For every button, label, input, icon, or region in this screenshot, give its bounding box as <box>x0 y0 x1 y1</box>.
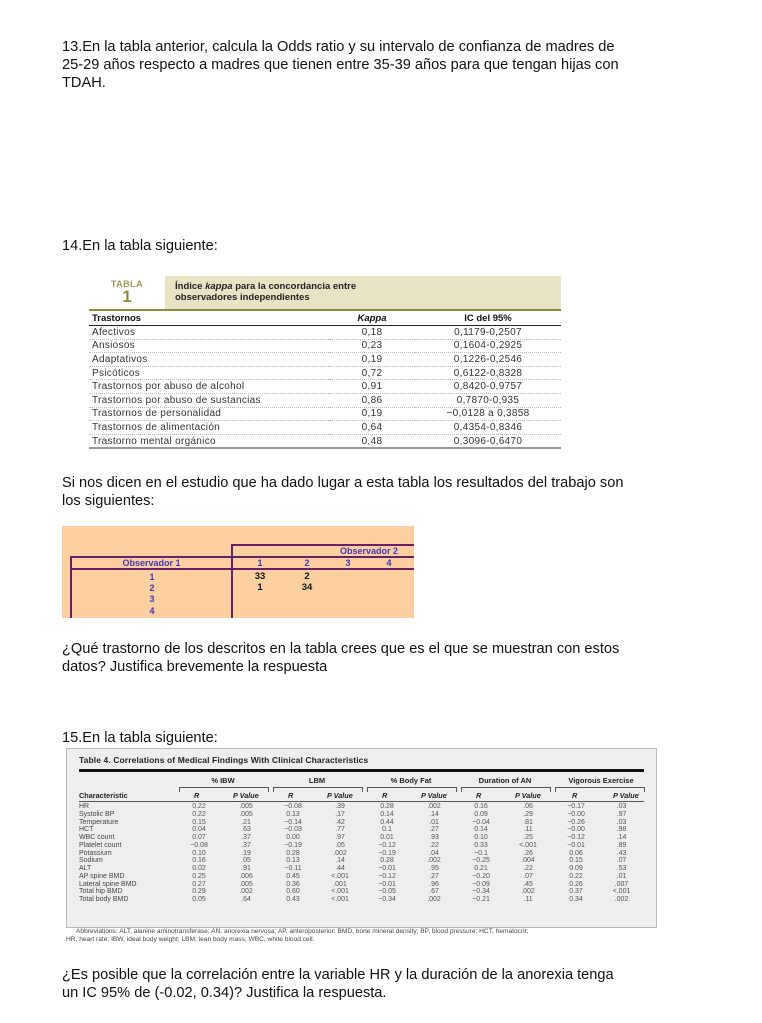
r-value: −0.21 <box>472 896 490 903</box>
table4-body <box>79 803 644 904</box>
table4-title: Table 4. Correlations of Medical Findings With Clinical Characteristics <box>79 755 369 765</box>
r-value: 0.09 <box>474 810 488 818</box>
r-value: 0.25 <box>192 872 206 880</box>
p-value: .006 <box>239 872 253 880</box>
characteristic-name: Sodium <box>79 857 103 865</box>
characteristic-name: WBC count <box>79 834 115 841</box>
col-header-ic95: IC del 95% <box>415 311 561 326</box>
p-value: .93 <box>429 834 439 841</box>
row-label: 1 <box>149 572 155 582</box>
tabla-label-box <box>89 276 165 309</box>
p-value: .05 <box>241 857 251 865</box>
title-prefix: Índice <box>175 281 206 292</box>
p-value: .22 <box>429 841 439 849</box>
r-header: R <box>572 791 578 800</box>
r-value: −0.01 <box>567 841 585 849</box>
r-value: 0.14 <box>474 826 488 834</box>
characteristic-name: HCT <box>79 826 94 834</box>
col-header-kappa: Kappa <box>329 311 415 326</box>
p-value: .03 <box>616 818 627 826</box>
p-value: .29 <box>523 810 533 818</box>
followup-line: los siguientes: <box>62 493 155 509</box>
r-value: 0.15 <box>192 818 206 826</box>
disorder-name: Trastornos por abuso de alcohol <box>89 380 329 394</box>
col-label: 2 <box>304 558 310 568</box>
p-value: .21 <box>241 818 251 826</box>
obs-header-line <box>70 568 414 570</box>
kappa-row <box>89 434 561 448</box>
kappa-value: 0,91 <box>329 380 415 394</box>
p-value: .89 <box>616 841 627 849</box>
followup-line: Si nos dicen en el estudio que ha dado lugar a esta tabla los resultados del trabajo son <box>62 475 624 491</box>
table-row <box>79 850 644 858</box>
disorder-name: Ansiosos <box>89 339 329 353</box>
r-value: −0.11 <box>284 865 302 872</box>
disorder-name: Psicóticos <box>89 366 329 380</box>
question-14-intro: 14.En la tabla siguiente: <box>62 238 218 254</box>
kappa-row <box>89 326 561 340</box>
characteristic-name: Systolic BP <box>79 810 115 818</box>
p-value: .19 <box>241 849 251 857</box>
r-value: −0.26 <box>567 818 585 826</box>
ci-value: 0,6122-0,8328 <box>415 366 561 380</box>
p-value: .25 <box>523 834 533 841</box>
group-header: % IBW <box>211 776 235 785</box>
characteristic-name: Total body BMD <box>79 896 129 903</box>
p-value: .001 <box>333 880 347 888</box>
p-value: .17 <box>335 810 345 818</box>
r-value: 0.10 <box>474 834 488 841</box>
p-header: P Value <box>515 791 541 800</box>
p-value: .005 <box>239 880 253 888</box>
r-value: 0.02 <box>192 865 206 872</box>
obs-divider-line <box>231 544 233 618</box>
r-value: −0.01 <box>378 865 396 872</box>
p-value: .43 <box>616 849 627 857</box>
kappa-table-header <box>89 276 561 309</box>
title-rest: para la concordancia entre <box>232 281 357 292</box>
r-value: 0.36 <box>286 880 300 888</box>
question-15-intro: 15.En la tabla siguiente: <box>62 730 218 746</box>
cell-value: 33 <box>254 571 266 582</box>
r-value: −0.12 <box>378 872 396 880</box>
r-value: −0.19 <box>284 841 302 849</box>
observer-2-label: Observador 2 <box>339 546 399 556</box>
r-value: −0.25 <box>472 857 490 865</box>
kappa-value: 0,23 <box>329 339 415 353</box>
p-value: .04 <box>429 849 439 857</box>
p-value: .14 <box>335 857 345 865</box>
p-value: .77 <box>335 826 345 834</box>
p-header: P Value <box>327 791 353 800</box>
r-value: −0.04 <box>472 818 490 826</box>
col-header-trastornos: Trastornos <box>89 311 329 326</box>
kappa-row <box>89 353 561 367</box>
r-value: −0.12 <box>567 834 585 841</box>
r-value: 0.34 <box>569 896 583 903</box>
characteristic-name: Total hip BMD <box>79 888 123 896</box>
row-label: 2 <box>149 583 155 593</box>
kappa-row <box>89 421 561 435</box>
r-value: −0.34 <box>378 896 396 903</box>
table-row <box>79 881 644 889</box>
r-value: 0.27 <box>192 880 206 888</box>
abbr-line: HR, heart rate; IBW, ideal body weight; LBM, lean body mass; WBC, white blood cell. <box>66 936 315 943</box>
kappa-value: 0,64 <box>329 421 415 435</box>
table4-header-rule <box>79 801 644 802</box>
p-value: .95 <box>429 865 439 872</box>
p-value: .14 <box>429 810 439 818</box>
r-header: R <box>194 791 200 800</box>
r-header: R <box>382 791 388 800</box>
p-value: .98 <box>616 826 627 834</box>
p-value: .002 <box>427 896 441 903</box>
r-value: 0.09 <box>569 865 583 872</box>
r-value: −0.09 <box>472 880 490 888</box>
table-row <box>79 888 644 896</box>
disorder-name: Adaptativos <box>89 353 329 367</box>
characteristic-header: Characteristic <box>79 791 128 800</box>
p-value: .07 <box>616 857 627 865</box>
ci-value: 0,7870-0,935 <box>415 393 561 407</box>
r-value: 0.45 <box>286 872 300 880</box>
col-label: 3 <box>345 558 351 568</box>
title-line2: observadores independientes <box>175 292 310 303</box>
p-value: <.001 <box>519 841 537 849</box>
p-value: .004 <box>521 857 535 865</box>
r-value: 0.15 <box>569 857 583 865</box>
col-label: 1 <box>257 558 263 568</box>
p-value: .37 <box>241 841 251 849</box>
r-value: 0.1 <box>382 826 392 834</box>
p-value: .97 <box>616 810 627 818</box>
r-value: 0.28 <box>380 857 394 865</box>
r-value: −0.03 <box>284 826 302 834</box>
r-value: 0.07 <box>192 834 206 841</box>
table-row <box>79 803 644 811</box>
r-header: R <box>288 791 294 800</box>
r-value: −0.19 <box>378 849 396 857</box>
kappa-value: 0,18 <box>329 326 415 340</box>
p-value: .002 <box>333 849 347 857</box>
p-value: .39 <box>335 803 345 810</box>
table-row <box>79 811 644 819</box>
question-13-text <box>62 38 692 92</box>
r-value: 0.22 <box>569 872 583 880</box>
p-value: <.001 <box>331 896 349 903</box>
kappa-row <box>89 366 561 380</box>
table-row <box>79 834 644 842</box>
r-value: −0.01 <box>378 880 396 888</box>
p-value: .03 <box>616 803 627 810</box>
p-value: .63 <box>241 826 251 834</box>
r-value: 0.10 <box>192 849 206 857</box>
cell-value: 34 <box>301 582 313 593</box>
p-value: .26 <box>523 849 533 857</box>
r-value: 0.16 <box>192 857 206 865</box>
table-row <box>79 819 644 827</box>
question-14-followup <box>62 474 692 510</box>
r-value: −0.08 <box>284 803 302 810</box>
r-value: 0.16 <box>474 803 488 810</box>
p-value: .45 <box>523 880 533 888</box>
ci-value: 0,4354-0,8346 <box>415 421 561 435</box>
abbr-line: Abbreviations: ALT, alanine aminotransferase; AN, anorexia nervosa; AP, anteroposterior; BMD, bone mineral density; BP, blood pressure; HCT, hematocrit; <box>76 928 529 935</box>
kappa-value: 0,19 <box>329 407 415 421</box>
r-value: 0.26 <box>569 880 583 888</box>
r-value: 0.21 <box>474 865 488 872</box>
r-value: −0.34 <box>472 888 490 896</box>
disorder-name: Trastorno mental orgánico <box>89 434 329 448</box>
p-header: P Value <box>421 791 447 800</box>
p-value: .22 <box>523 865 533 872</box>
question-line: ¿Qué trastorno de los descritos en la tabla crees que es el que se muestran con estos <box>62 641 620 657</box>
disorder-name: Trastornos de personalidad <box>89 407 329 421</box>
group-header: Duration of AN <box>478 776 532 785</box>
r-value: −0.14 <box>284 818 302 826</box>
p-value: .005 <box>239 810 253 818</box>
r-value: 0.00 <box>286 834 300 841</box>
r-value: 0.60 <box>286 888 300 896</box>
table-row <box>79 826 644 834</box>
p-value: .81 <box>523 818 533 826</box>
p-value: .01 <box>429 818 439 826</box>
r-value: −0.00 <box>567 826 585 834</box>
r-value: 0.13 <box>286 857 300 865</box>
question-14-question <box>62 640 692 676</box>
p-value: .07 <box>523 872 533 880</box>
r-value: 0.01 <box>380 834 394 841</box>
r-value: 0.06 <box>569 849 583 857</box>
group-header: % Body Fat <box>390 776 432 785</box>
characteristic-name: Potassium <box>79 849 112 857</box>
p-value: .002 <box>521 888 535 896</box>
characteristic-name: Lateral spine BMD <box>79 880 137 888</box>
question-line: datos? Justifica brevemente la respuesta <box>62 659 328 675</box>
kappa-table <box>89 276 561 449</box>
correlations-table <box>66 748 657 928</box>
question-15-question <box>62 966 692 1002</box>
p-value: .007 <box>614 880 629 888</box>
kappa-row <box>89 380 561 394</box>
p-value: .53 <box>616 865 627 872</box>
characteristic-name: ALT <box>79 865 92 872</box>
kappa-row <box>89 407 561 421</box>
characteristic-name: Temperature <box>79 818 119 826</box>
ci-value: 0,1226-0,2546 <box>415 353 561 367</box>
r-value: 0.04 <box>192 826 206 834</box>
observer-1-label: Observador 1 <box>122 558 181 568</box>
tabla-number: 1 <box>122 287 132 306</box>
r-value: −0.05 <box>378 888 396 896</box>
row-label: 4 <box>149 606 155 616</box>
p-value: .97 <box>335 834 345 841</box>
characteristic-name: HR <box>79 803 90 810</box>
r-value: 0.13 <box>286 810 300 818</box>
p-value: .27 <box>429 826 439 834</box>
p-value: .42 <box>335 818 345 826</box>
disorder-name: Trastornos por abuso de sustancias <box>89 393 329 407</box>
p-value: <.001 <box>331 888 349 896</box>
ci-value: −0,0128 a 0,3858 <box>415 407 561 421</box>
r-value: −0.12 <box>378 841 396 849</box>
p-value: .05 <box>335 841 345 849</box>
table4-abbreviations <box>66 928 666 944</box>
r-value: 0.22 <box>192 803 206 810</box>
kappa-value: 0,86 <box>329 393 415 407</box>
question-13-line: 25-29 años respecto a madres que tienen entre 35-39 años para que tengan hijas con <box>62 57 619 73</box>
cell-value: 1 <box>257 582 263 593</box>
question-13-line: TDAH. <box>62 75 106 91</box>
kappa-value: 0,48 <box>329 434 415 448</box>
p-value: <.001 <box>612 888 631 896</box>
col-label: 4 <box>386 558 392 568</box>
question-line: un IC 95% de (-0.02, 0.34)? Justifica la respuesta. <box>62 985 387 1001</box>
r-value: 0.29 <box>192 888 206 896</box>
p-value: .002 <box>427 857 441 865</box>
cell-value: 2 <box>304 571 310 582</box>
p-value: .96 <box>429 880 439 888</box>
r-value: 0.33 <box>474 841 488 849</box>
table4-title-rule <box>79 769 644 772</box>
r-value: 0.22 <box>192 810 206 818</box>
p-value: .27 <box>429 872 439 880</box>
question-13-line: 13.En la tabla anterior, calcula la Odds ratio y su intervalo de confianza de madres de <box>62 39 615 55</box>
r-value: −0.08 <box>190 841 208 849</box>
p-value: .005 <box>239 803 253 810</box>
p-value: .002 <box>427 803 441 810</box>
p-value: .01 <box>616 872 627 880</box>
r-value: 0.05 <box>192 896 206 903</box>
p-value: .64 <box>241 896 251 903</box>
group-header: Vigorous Exercise <box>568 776 634 785</box>
p-value: <.001 <box>331 872 349 880</box>
r-value: 0.43 <box>286 896 300 903</box>
group-header: LBM <box>308 776 326 785</box>
p-header: P Value <box>613 791 639 800</box>
ci-value: 0,1604-0,2925 <box>415 339 561 353</box>
ci-value: 0,1179-0,2507 <box>415 326 561 340</box>
table-row <box>79 857 644 865</box>
observer-table <box>62 526 414 618</box>
r-value: 0.14 <box>380 810 394 818</box>
kappa-row <box>89 393 561 407</box>
p-value: .37 <box>241 834 251 841</box>
characteristic-name: Platelet count <box>79 841 122 849</box>
r-value: 0.28 <box>286 849 300 857</box>
r-value: 0.37 <box>569 888 583 896</box>
kappa-data-table <box>89 311 561 449</box>
disorder-name: Afectivos <box>89 326 329 340</box>
kappa-table-title <box>165 276 561 309</box>
ci-value: 0,8420-0,9757 <box>415 380 561 394</box>
table-row <box>79 865 644 873</box>
p-header: P Value <box>233 791 259 800</box>
r-value: 0.44 <box>380 818 394 826</box>
table-row <box>79 842 644 850</box>
r-value: −0.1 <box>474 849 488 857</box>
kappa-row <box>89 339 561 353</box>
r-value: −0.00 <box>567 810 585 818</box>
p-value: .002 <box>614 896 629 903</box>
p-value: .91 <box>241 865 251 872</box>
disorder-name: Trastornos de alimentación <box>89 421 329 435</box>
p-value: .11 <box>523 826 533 834</box>
r-header: R <box>476 791 482 800</box>
table-row <box>79 896 644 904</box>
tabla-label: TABLA <box>110 279 144 289</box>
p-value: .67 <box>429 888 439 896</box>
title-italic: kappa <box>205 281 233 292</box>
r-value: −0.20 <box>472 872 490 880</box>
table-row <box>79 873 644 881</box>
p-value: .44 <box>335 865 345 872</box>
kappa-value: 0,72 <box>329 366 415 380</box>
row-label: 3 <box>149 594 155 604</box>
p-value: .002 <box>239 888 253 896</box>
question-line: ¿Es posible que la correlación entre la variable HR y la duración de la anorexia tenga <box>62 967 614 983</box>
kappa-value: 0,19 <box>329 353 415 367</box>
r-value: 0.28 <box>380 803 394 810</box>
p-value: .06 <box>523 803 533 810</box>
characteristic-name: AP spine BMD <box>79 872 125 880</box>
p-value: .14 <box>616 834 627 841</box>
r-value: −0.17 <box>567 803 585 810</box>
p-value: .11 <box>523 896 533 903</box>
ci-value: 0,3096-0,6470 <box>415 434 561 448</box>
